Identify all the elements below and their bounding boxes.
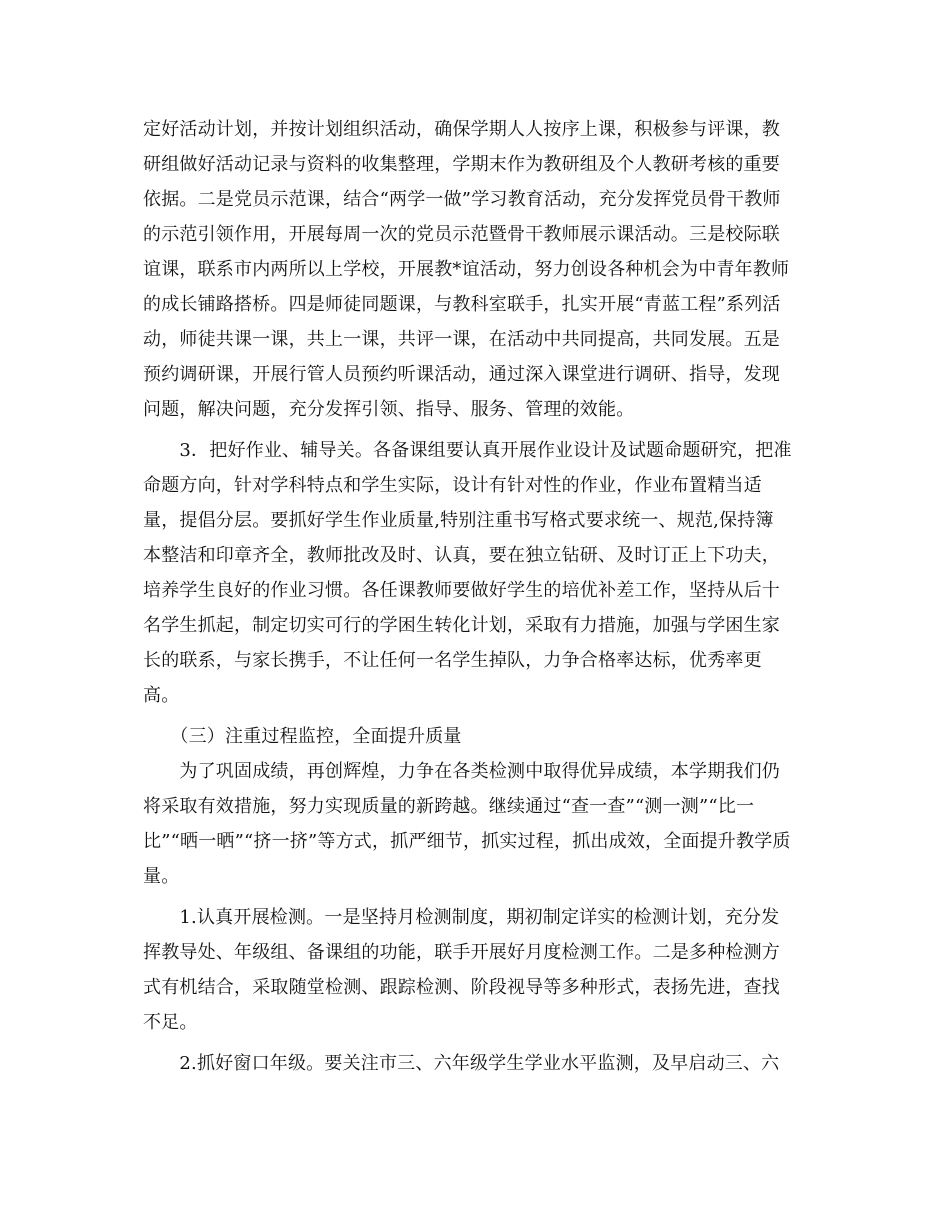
text-line: 依据。二是党员示范课，结合“两学一做”学习教育活动，充分发挥党员骨干教师 [143, 189, 781, 210]
text-line: 比”“晒一晒”“挤一挤”等方式，抓严细节，抓实过程，抓出成效，全面提升教学质 [143, 831, 791, 852]
text-line: 本整洁和印章齐全，教师批改及时、认真，要在独立钻研、及时订正上下功夫， [143, 545, 780, 566]
text-line: 高。 [143, 685, 180, 706]
text-line: 研组做好活动记录与资料的收集整理，学期末作为教研组及个人教研考核的重要 [143, 154, 780, 175]
text-line: 名学生抓起，制定切实可行的学困生转化计划，采取有力措施，加强与学困生家 [143, 615, 780, 636]
text-line: 定好活动计划，并按计划组织活动，确保学期人人按序上课，积极参与评课，教 [143, 119, 780, 140]
text-line: 量。 [143, 866, 180, 887]
text-line: 培养学生良好的作业习惯。各任课教师要做好学生的培优补差工作，坚持从后十 [143, 580, 780, 601]
text-line: 的示范引领作用，开展每周一次的党员示范暨骨干教师展示课活动。三是校际联 [143, 224, 780, 245]
text-line: 长的联系，与家长携手，不让任何一名学生掉队，力争合格率达标，优秀率更 [143, 650, 762, 671]
text-line: 2.抓好窗口年级。要关注市三、六年级学生学业水平监测，及早启动三、六 [143, 1053, 780, 1074]
text-line: 谊课，联系市内两所以上学校，开展教*谊活动，努力创设各种机会为中青年教师 [143, 259, 790, 280]
text-line: 不足。 [143, 1012, 198, 1033]
text-line: 量，提倡分层。要抓好学生作业质量,特别注重书写格式要求统一、规范,保持簿 [143, 510, 774, 531]
text-line: 的成长铺路搭桥。四是师徒同题课，与教科室联手，扎实开展“青蓝工程”系列活 [143, 294, 781, 315]
document-body [143, 112, 813, 1081]
text-line: 命题方向，针对学科特点和学生实际，设计有针对性的作业，作业布置精当适 [143, 475, 762, 496]
text-line: 式有机结合，采取随堂检测、跟踪检测、阶段视导等多种形式，表扬先进，查找 [143, 977, 780, 998]
text-line: 问题，解决问题，充分发挥引领、指导、服务、管理的效能。 [143, 399, 635, 420]
text-line: 挥教导处、年级组、备课组的功能，联手开展好月度检测工作。二是多种检测方 [143, 942, 780, 963]
text-line: 将采取有效措施，努力实现质量的新跨越。继续通过“查一查”“测一测”“比一 [143, 796, 755, 817]
section-heading: （三）注重过程监控，全面提升质量 [143, 726, 462, 747]
text-line: 预约调研课，开展行管人员预约听课活动，通过深入课堂进行调研、指导，发现 [143, 364, 780, 385]
text-line: 为了巩固成绩，再创辉煌，力争在各类检测中取得优异成绩，本学期我们仍 [143, 761, 780, 782]
text-line: 1.认真开展检测。一是坚持月检测制度，期初制定详实的检测计划，充分发 [143, 907, 780, 928]
text-line: 3．把好作业、辅导关。各备课组要认真开展作业设计及试题命题研究，把准 [143, 440, 792, 461]
text-line: 动，师徒共课一课，共上一课，共评一课，在活动中共同提高，共同发展。五是 [143, 329, 780, 350]
